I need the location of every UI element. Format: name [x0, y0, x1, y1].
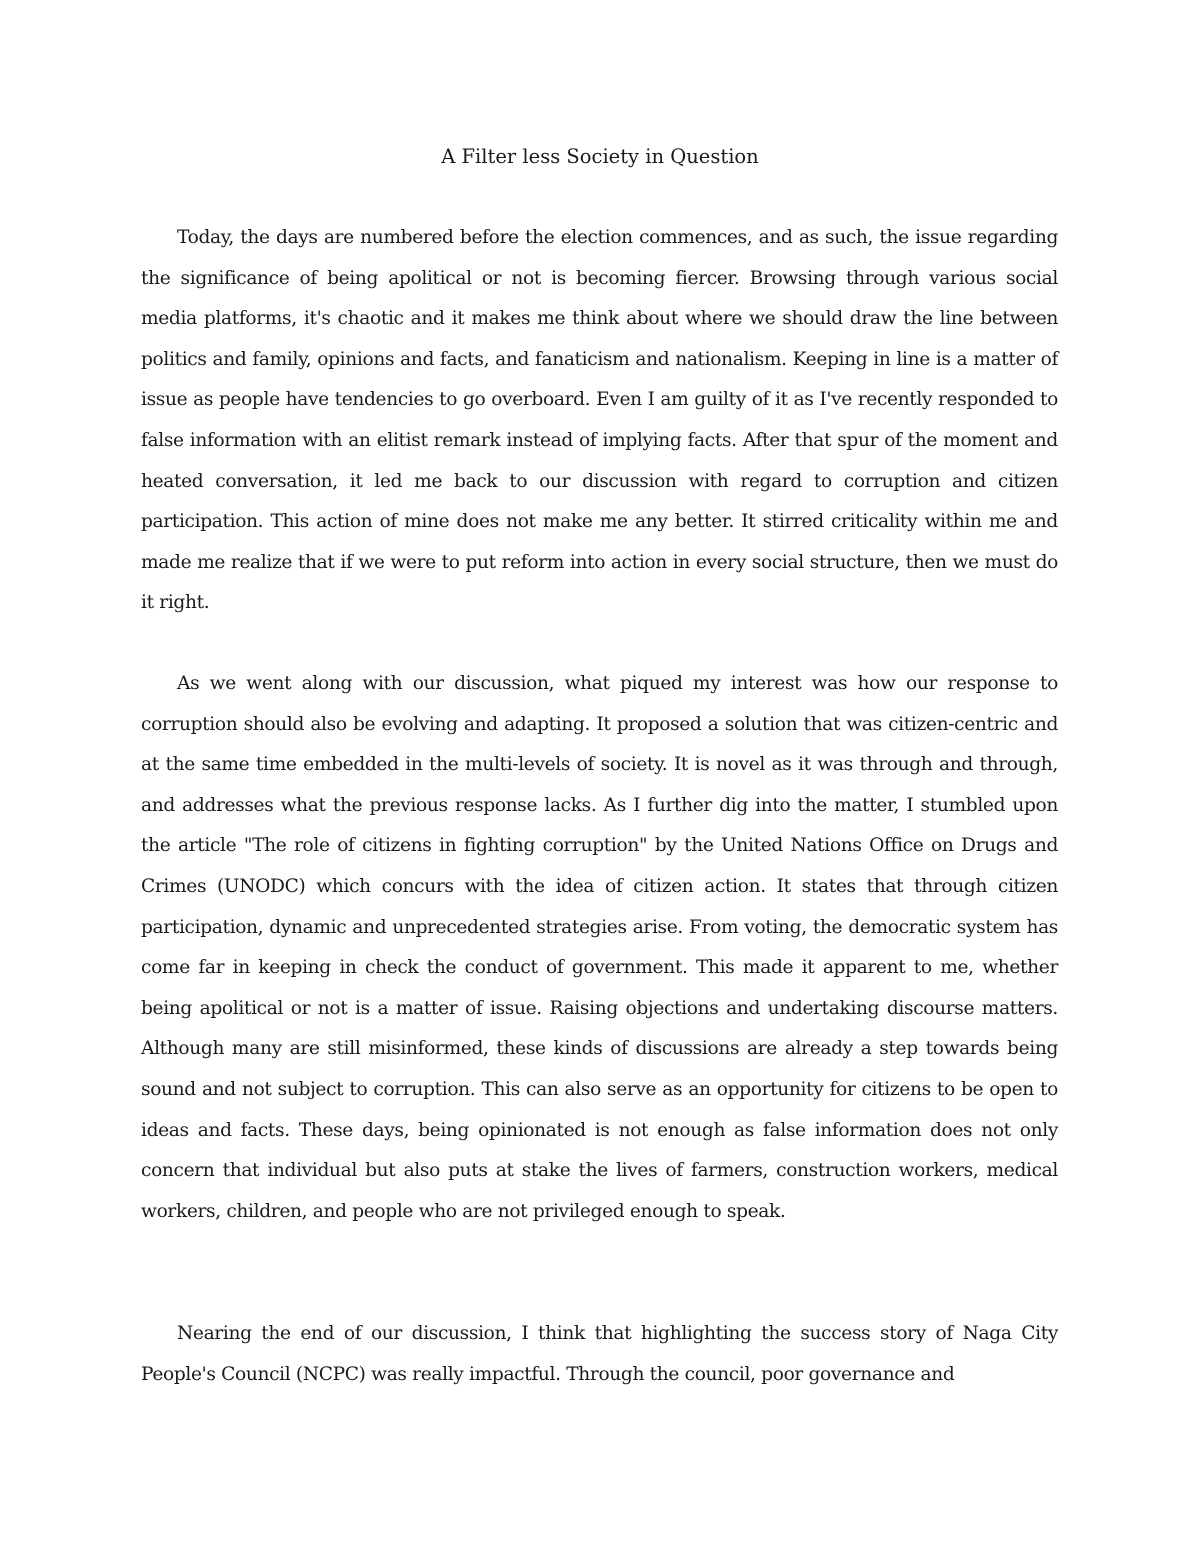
paragraph-2: As we went along with our discussion, what piqued my interest was how our response to corruption should also be evolving and adapting. It proposed a solution that was citizen-centric and at the same time embedded in the multi-levels of society. It is novel as it was through and through, and addresses what the previous response lacks. As I further dig into the matter, I stumbled upon the article "The role of citizens in fighting corruption" by the United Nations Office on Drugs and Crimes (UNODC) which concurs with the idea of citizen action. It states that through citizen participation, dynamic and unprecedented strategies arise. From voting, the democratic system has come far in keeping in check the conduct of government. This made it apparent to me, whether being apolitical or not is a matter of issue. Raising objections and undertaking discourse matters. Although many are still misinformed, these kinds of discussions are already a step towards being sound and not subject to corruption. This can also serve as an opportunity for citizens to be open to ideas and facts. These days, being opinionated is not enough as false information does not only concern that individual but also puts at stake the lives of farmers, construction workers, medical workers, children, and people who are not privileged enough to speak.: [141, 673, 1058, 1222]
paragraph-3: Nearing the end of our discussion, I think that highlighting the success story of Naga City People's Council (NCPC) was really impactful. Through the council, poor governance and: [141, 1323, 1058, 1385]
document-title: A Filter less Society in Question: [441, 145, 759, 168]
paragraph-1: Today, the days are numbered before the election commences, and as such, the issue regarding the significance of being apolitical or not is becoming fiercer. Browsing through various social media platforms, it's chaotic and it makes me think about where we should draw the line between politics and family, opinions and facts, and fanaticism and nationalism. Keeping in line is a matter of issue as people have tendencies to go overboard. Even I am guilty of it as I've recently responded to false information with an elitist remark instead of implying facts. After that spur of the moment and heated conversation, it led me back to our discussion with regard to corruption and citizen participation. This action of mine does not make me any better. It stirred criticality within me and made me realize that if we were to put reform into action in every social structure, then we must do it right.: [141, 227, 1058, 614]
